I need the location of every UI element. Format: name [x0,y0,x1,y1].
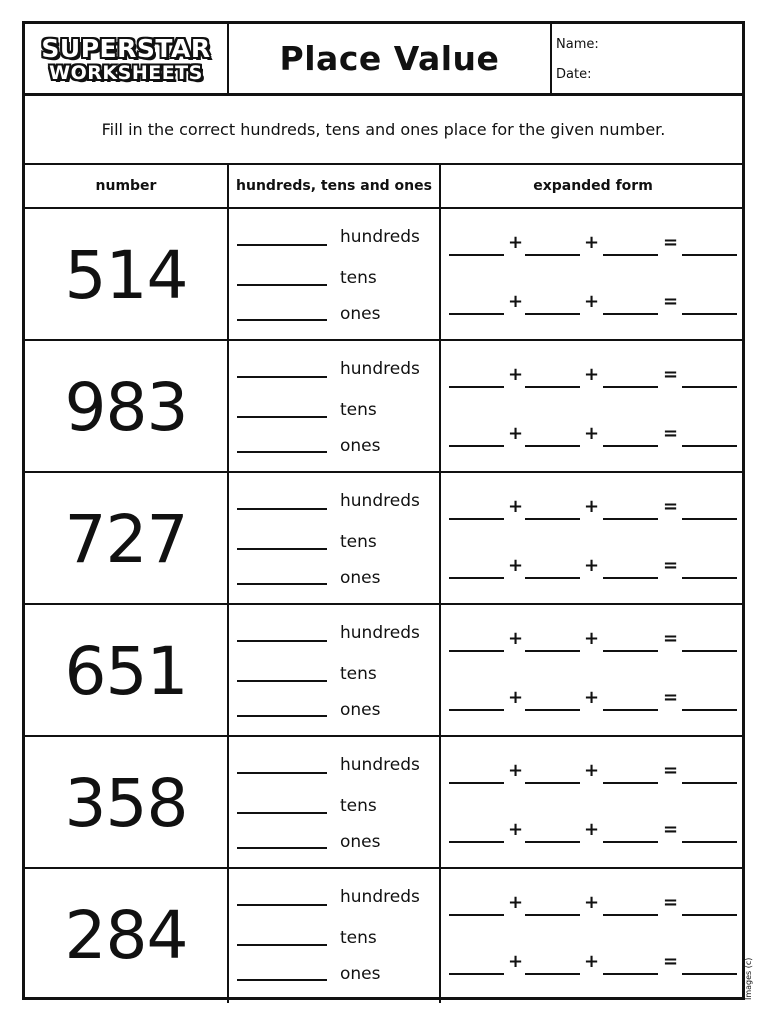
hundreds-label: hundreds [340,755,420,775]
plus-sign: + [584,423,600,444]
plus-sign: + [584,555,600,576]
plus-sign: + [508,496,524,517]
expanded-form-blank[interactable] [525,914,580,916]
problem-number: 284 [64,896,188,974]
hundreds-label: hundreds [340,623,420,643]
plus-sign: + [508,687,524,708]
tens-answer-blank[interactable] [237,416,327,418]
expanded-form-blank[interactable] [525,254,580,256]
plus-sign: + [508,555,524,576]
hundreds-answer-blank[interactable] [237,376,327,378]
expanded-form-blank[interactable] [603,914,658,916]
tens-label: tens [340,664,377,684]
date-label: Date: [556,67,592,82]
plus-sign: + [584,364,600,385]
plus-sign: + [508,364,524,385]
expanded-form-blank[interactable] [682,914,737,916]
tens-label: tens [340,268,377,288]
expanded-form-blank[interactable] [603,313,658,315]
instructions-text: Fill in the correct hundreds, tens and ones place for the given number. [101,119,666,139]
expanded-form-blank[interactable] [682,709,737,711]
equals-sign: = [663,819,679,840]
ones-label: ones [340,568,381,588]
plus-sign: + [584,687,600,708]
problem-number: 514 [64,236,188,314]
column-header-number: number [95,178,157,194]
ones-answer-blank[interactable] [237,715,327,717]
expanded-form-blank[interactable] [449,577,504,579]
hundreds-label: hundreds [340,359,420,379]
ones-label: ones [340,304,381,324]
problem-number: 651 [64,632,188,710]
expanded-form-blank[interactable] [682,313,737,315]
expanded-form-blank[interactable] [682,577,737,579]
hundreds-answer-blank[interactable] [237,508,327,510]
expanded-form-blank[interactable] [449,782,504,784]
plus-sign: + [584,819,600,840]
expanded-form-blank[interactable] [603,782,658,784]
expanded-form-blank[interactable] [682,841,737,843]
plus-sign: + [584,291,600,312]
hundreds-answer-blank[interactable] [237,772,327,774]
expanded-form-blank[interactable] [525,313,580,315]
expanded-form-blank[interactable] [682,973,737,975]
expanded-form-blank[interactable] [682,254,737,256]
ones-answer-blank[interactable] [237,979,327,981]
tens-label: tens [340,532,377,552]
tens-answer-blank[interactable] [237,284,327,286]
expanded-form-blank[interactable] [525,709,580,711]
ones-answer-blank[interactable] [237,319,327,321]
ones-label: ones [340,964,381,984]
hundreds-label: hundreds [340,887,420,907]
problem-number: 358 [64,764,188,842]
tens-label: tens [340,796,377,816]
expanded-form-blank[interactable] [449,650,504,652]
expanded-form-blank[interactable] [449,445,504,447]
problem-number: 983 [64,368,188,446]
ones-answer-blank[interactable] [237,583,327,585]
hundreds-label: hundreds [340,491,420,511]
ones-label: ones [340,832,381,852]
hundreds-answer-blank[interactable] [237,904,327,906]
expanded-form-blank[interactable] [449,709,504,711]
column-header-hundreds-tens-ones: hundreds, tens and ones [236,178,432,194]
expanded-form-blank[interactable] [449,386,504,388]
expanded-form-blank[interactable] [525,445,580,447]
expanded-form-blank[interactable] [603,577,658,579]
plus-sign: + [584,232,600,253]
expanded-form-blank[interactable] [449,518,504,520]
page-title: Place Value [279,39,500,78]
equals-sign: = [663,423,679,444]
expanded-form-blank[interactable] [525,577,580,579]
equals-sign: = [663,760,679,781]
expanded-form-blank[interactable] [525,973,580,975]
expanded-form-blank[interactable] [449,313,504,315]
worksheet [22,21,745,1000]
equals-sign: = [663,291,679,312]
expanded-form-blank[interactable] [449,973,504,975]
tens-answer-blank[interactable] [237,680,327,682]
expanded-form-blank[interactable] [682,650,737,652]
expanded-form-blank[interactable] [603,650,658,652]
expanded-form-blank[interactable] [449,841,504,843]
tens-answer-blank[interactable] [237,548,327,550]
equals-sign: = [663,364,679,385]
expanded-form-blank[interactable] [525,386,580,388]
plus-sign: + [508,760,524,781]
plus-sign: + [508,628,524,649]
image-credit: Images (c) [744,957,753,1000]
expanded-form-blank[interactable] [682,386,737,388]
expanded-form-blank[interactable] [603,254,658,256]
tens-label: tens [340,400,377,420]
plus-sign: + [508,892,524,913]
plus-sign: + [508,819,524,840]
expanded-form-blank[interactable] [603,709,658,711]
equals-sign: = [663,232,679,253]
hundreds-answer-blank[interactable] [237,640,327,642]
equals-sign: = [663,555,679,576]
expanded-form-blank[interactable] [603,445,658,447]
expanded-form-blank[interactable] [603,386,658,388]
column-header-expanded-form: expanded form [533,178,653,194]
expanded-form-blank[interactable] [682,445,737,447]
plus-sign: + [584,628,600,649]
name-label: Name: [556,37,599,52]
expanded-form-blank[interactable] [525,841,580,843]
expanded-form-blank[interactable] [525,518,580,520]
tens-answer-blank[interactable] [237,944,327,946]
ones-answer-blank[interactable] [237,451,327,453]
tens-answer-blank[interactable] [237,812,327,814]
expanded-form-blank[interactable] [682,782,737,784]
plus-sign: + [584,760,600,781]
superstar-worksheets-logo [31,31,221,87]
expanded-form-blank[interactable] [682,518,737,520]
hundreds-answer-blank[interactable] [237,244,327,246]
ones-answer-blank[interactable] [237,847,327,849]
plus-sign: + [508,291,524,312]
equals-sign: = [663,628,679,649]
expanded-form-blank[interactable] [525,782,580,784]
expanded-form-blank[interactable] [449,914,504,916]
expanded-form-blank[interactable] [449,254,504,256]
plus-sign: + [508,951,524,972]
expanded-form-blank[interactable] [603,973,658,975]
hundreds-label: hundreds [340,227,420,247]
ones-label: ones [340,700,381,720]
plus-sign: + [508,232,524,253]
ones-label: ones [340,436,381,456]
equals-sign: = [663,951,679,972]
equals-sign: = [663,892,679,913]
problem-number: 727 [64,500,188,578]
tens-label: tens [340,928,377,948]
plus-sign: + [508,423,524,444]
plus-sign: + [584,496,600,517]
logo-line-1: SUPERSTAR [41,33,211,63]
equals-sign: = [663,687,679,708]
expanded-form-blank[interactable] [525,650,580,652]
expanded-form-blank[interactable] [603,841,658,843]
plus-sign: + [584,951,600,972]
logo-line-2: WORKSHEETS [49,61,203,84]
equals-sign: = [663,496,679,517]
expanded-form-blank[interactable] [603,518,658,520]
plus-sign: + [584,892,600,913]
